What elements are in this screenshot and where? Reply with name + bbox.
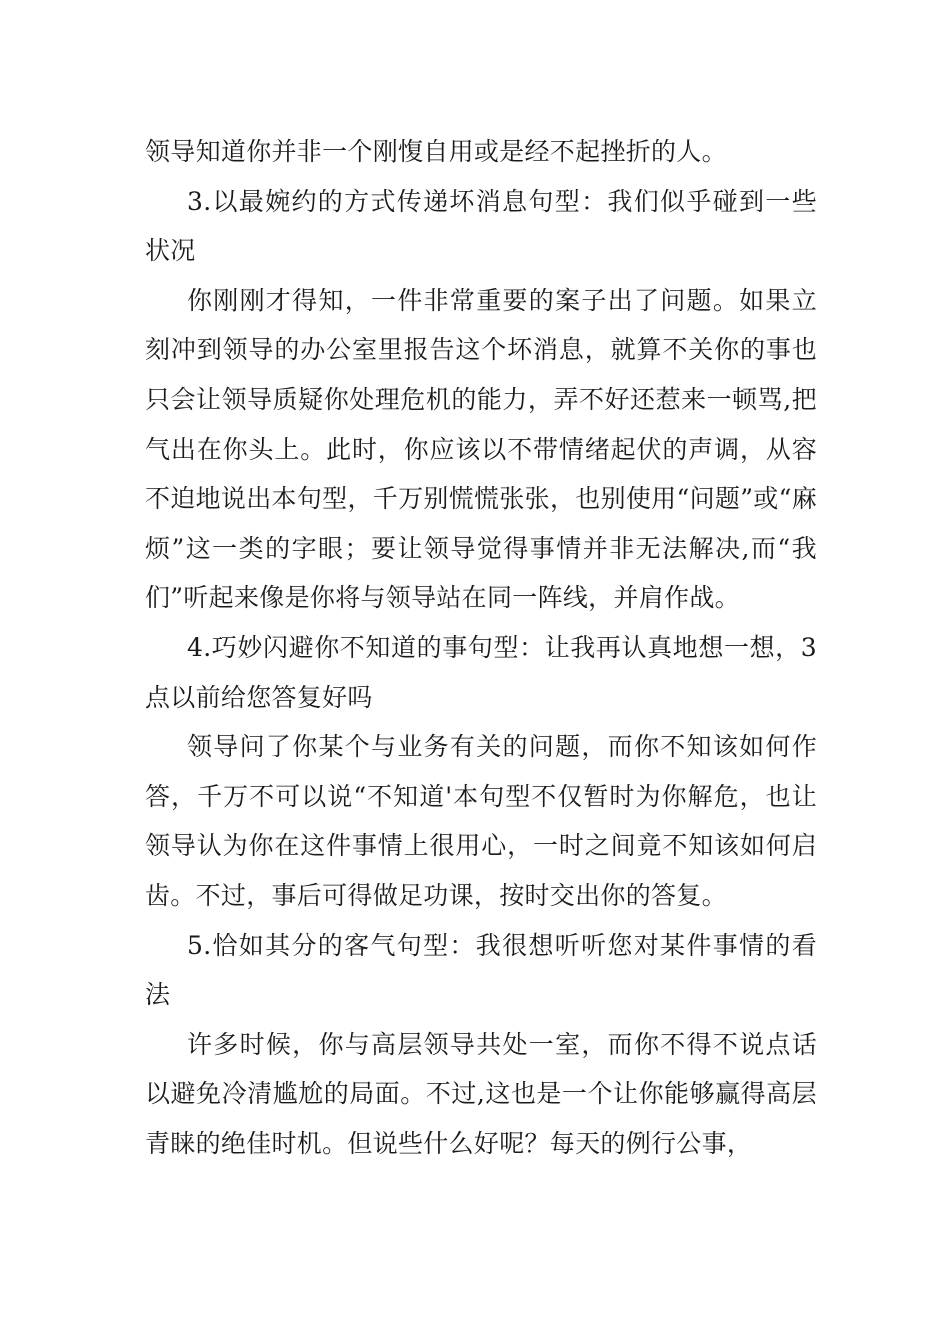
paragraph-item-4-body: 领导问了你某个与业务有关的问题，而你不知该如何作答，千万不可以说“不知道'本句型不仅暂时为你解危，也让领导认为你在这件事情上很用心，一时之间竟不知该如何启齿。不过，事后可得做足功课，按时交出你的答复。 (145, 732, 817, 910)
paragraph-continuation: 领导知道你并非一个刚愎自用或是经不起挫折的人。 (145, 137, 727, 166)
heading-item-5: 5.恰如其分的客气句型：我很想听听您对某件事情的看法 (145, 930, 817, 1010)
heading-item-4: 4.巧妙闪避你不知道的事句型：让我再认真地想一想，3点以前给您答复好吗 (145, 632, 817, 712)
paragraph-item-3-body: 你刚刚才得知，一件非常重要的案子出了问题。如果立刻冲到领导的办公室里报告这个坏消息，就算不关你的事也只会让领导质疑你处理危机的能力，弄不好还惹来一顿骂,把气出在你头上。此时，你应该以不带情绪起伏的声调，从容不迫地说出本句型，千万别慌慌张张，也别使用“问题”或“麻烦”这一类的字眼；要让领导觉得事情并非无法解决,而“我们”听起来像是你将与领导站在同一阵线，并肩作战。 (145, 285, 817, 613)
document-body (145, 127, 817, 1168)
paragraph-item-5-body: 许多时候，你与高层领导共处一室，而你不得不说点话以避免冷清尴尬的局面。不过,这也是一个让你能够赢得高层青睐的绝佳时机。但说些什么好呢？每天的例行公事， (145, 1029, 817, 1158)
heading-item-3: 3.以最婉约的方式传递坏消息句型：我们似乎碰到一些状况 (145, 186, 817, 266)
